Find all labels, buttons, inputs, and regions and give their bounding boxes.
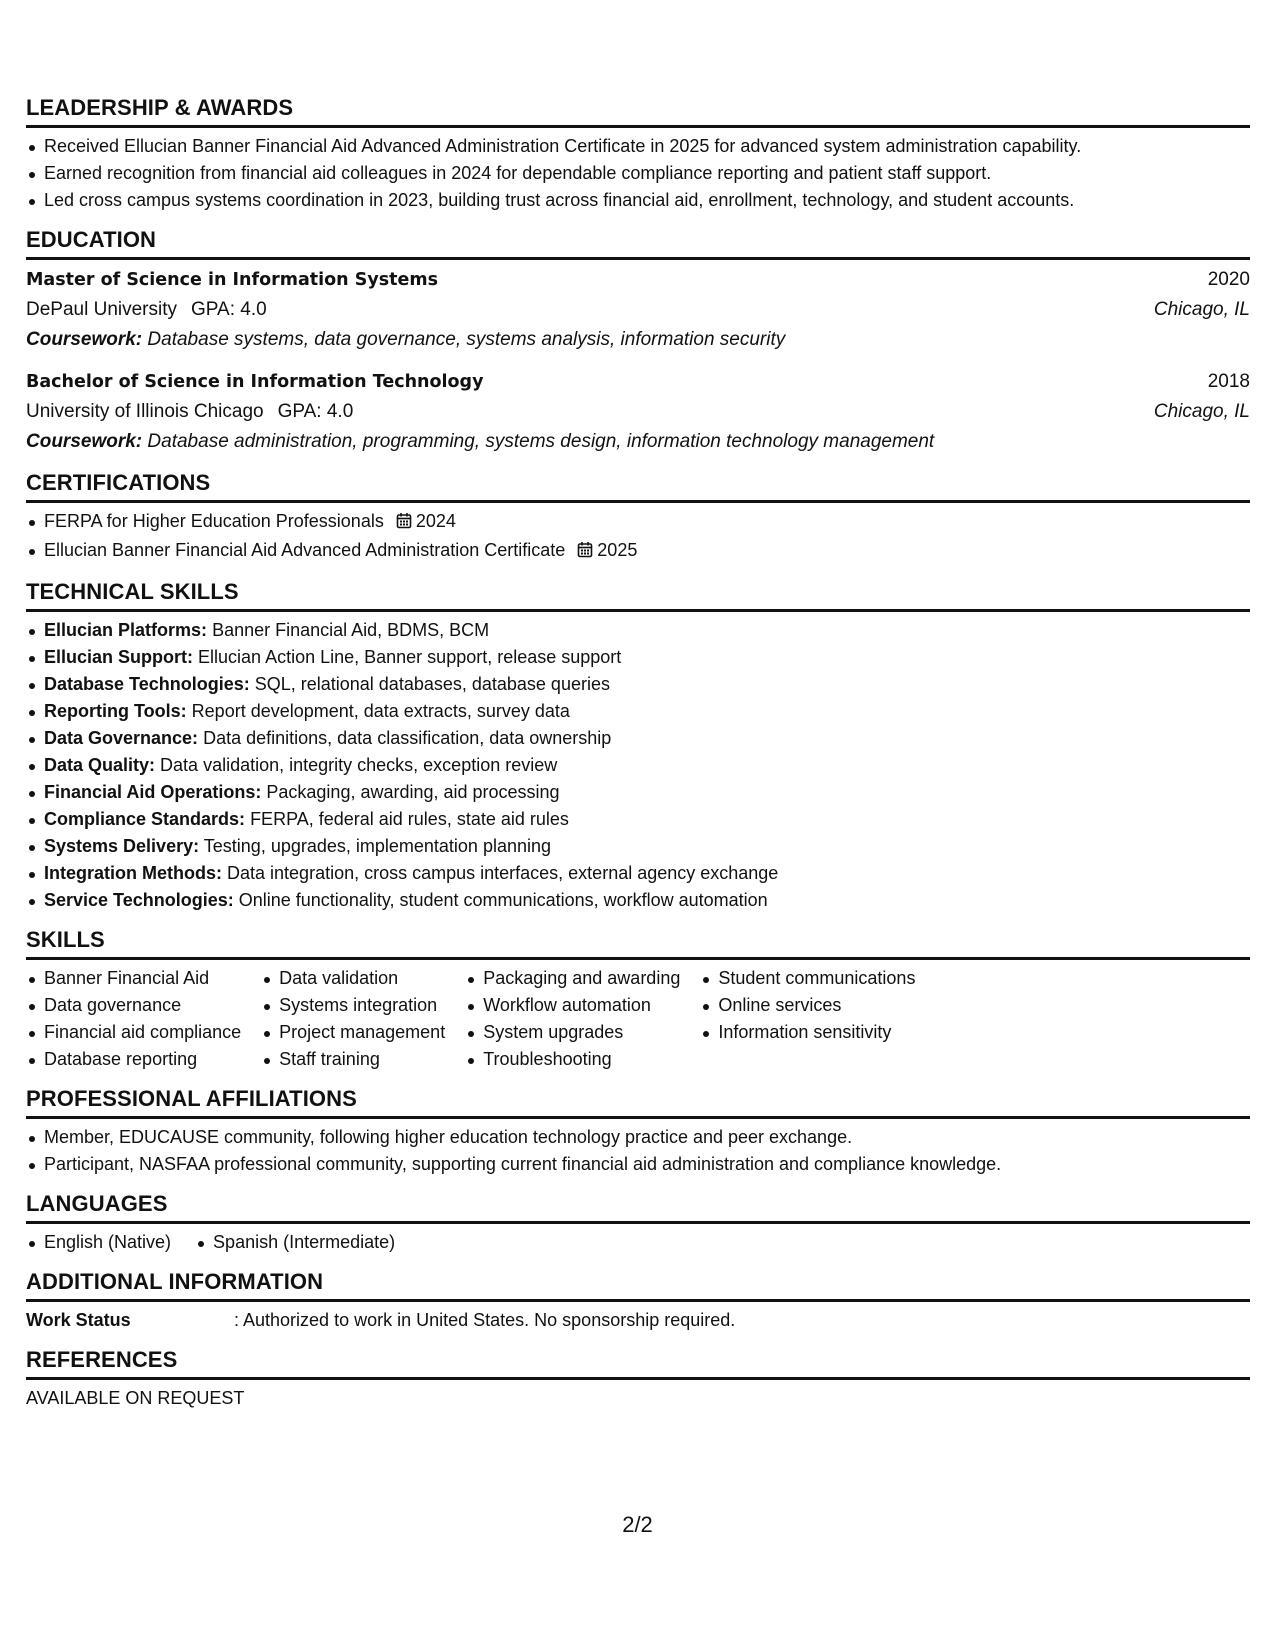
skill-category: Service Technologies: bbox=[44, 890, 234, 910]
education-entry bbox=[26, 265, 1250, 355]
coursework bbox=[26, 325, 1250, 355]
degree-title: Bachelor of Science in Information Technology bbox=[26, 372, 484, 392]
list-item: Data governance bbox=[26, 992, 261, 1019]
page-number: 2/2 bbox=[622, 1512, 653, 1537]
list-item: Packaging and awarding bbox=[465, 965, 700, 992]
list-item: Received Ellucian Banner Financial Aid Advanced Administration Certificate in 2025 for advanced system administration capability. bbox=[26, 133, 1250, 160]
list-item bbox=[26, 833, 1250, 860]
list-item: Database reporting bbox=[26, 1046, 261, 1073]
certifications-list bbox=[26, 508, 1250, 566]
skills-column bbox=[26, 965, 261, 1073]
list-item: System upgrades bbox=[465, 1019, 700, 1046]
gpa: GPA: 4.0 bbox=[277, 401, 354, 422]
languages-list bbox=[26, 1229, 419, 1256]
additional-info-section bbox=[26, 1270, 1250, 1334]
school-name: DePaul University bbox=[26, 299, 177, 320]
work-status-row bbox=[26, 1307, 1250, 1334]
school-location: Chicago, IL bbox=[1153, 299, 1250, 320]
skill-category: Ellucian Platforms: bbox=[44, 620, 208, 640]
list-item bbox=[26, 806, 1250, 833]
coursework-label: Coursework: bbox=[26, 431, 143, 452]
list-item: Troubleshooting bbox=[465, 1046, 700, 1073]
skill-values: Report development, data extracts, survey data bbox=[191, 701, 570, 721]
skill-values: Banner Financial Aid, BDMS, BCM bbox=[212, 620, 490, 640]
calendar-icon bbox=[577, 539, 593, 566]
list-item bbox=[26, 779, 1250, 806]
list-item: Online services bbox=[700, 992, 935, 1019]
skills-column bbox=[261, 965, 465, 1073]
list-item: Staff training bbox=[261, 1046, 465, 1073]
list-item: Student communications bbox=[700, 965, 935, 992]
school-name: University of Illinois Chicago bbox=[26, 401, 264, 422]
skill-category: Data Quality: bbox=[44, 755, 156, 775]
skills-section bbox=[26, 928, 1250, 1073]
certification-name: Ellucian Banner Financial Aid Advanced Administration Certificate bbox=[44, 540, 566, 560]
list-item: Financial aid compliance bbox=[26, 1019, 261, 1046]
skills-grid bbox=[26, 965, 1250, 1073]
list-item bbox=[26, 860, 1250, 887]
list-item: Data validation bbox=[261, 965, 465, 992]
section-heading: TECHNICAL SKILLS bbox=[26, 580, 1250, 612]
skill-values: SQL, relational databases, database queries bbox=[254, 674, 610, 694]
skill-category: Data Governance: bbox=[44, 728, 199, 748]
coursework-text: Database administration, programming, systems design, information technology management bbox=[147, 431, 935, 452]
skill-category: Reporting Tools: bbox=[44, 701, 187, 721]
list-item: Member, EDUCAUSE community, following higher education technology practice and peer exchange. bbox=[26, 1124, 1250, 1151]
references-section bbox=[26, 1348, 1250, 1412]
work-status-value: : Authorized to work in United States. No sponsorship required. bbox=[234, 1310, 736, 1330]
school-location: Chicago, IL bbox=[1153, 401, 1250, 422]
coursework-label: Coursework: bbox=[26, 329, 143, 350]
gpa: GPA: 4.0 bbox=[191, 299, 267, 320]
certification-name: FERPA for Higher Education Professionals bbox=[44, 511, 384, 531]
list-item bbox=[26, 671, 1250, 698]
list-item: Information sensitivity bbox=[700, 1019, 935, 1046]
list-item: Spanish (Intermediate) bbox=[195, 1229, 395, 1256]
list-item bbox=[26, 508, 1250, 537]
list-item bbox=[26, 887, 1250, 914]
skill-values: Ellucian Action Line, Banner support, release support bbox=[198, 647, 622, 667]
skill-values: Data integration, cross campus interfaces, external agency exchange bbox=[227, 863, 779, 883]
list-item: Led cross campus systems coordination in 2023, building trust across financial aid, enrollment, technology, and student accounts. bbox=[26, 187, 1250, 214]
technical-skills-list bbox=[26, 617, 1250, 914]
certification-year: 2025 bbox=[597, 540, 638, 560]
list-item: Systems integration bbox=[261, 992, 465, 1019]
list-item: Project management bbox=[261, 1019, 465, 1046]
section-heading: PROFESSIONAL AFFILIATIONS bbox=[26, 1087, 1250, 1119]
skills-column bbox=[465, 965, 700, 1073]
skill-values: FERPA, federal aid rules, state aid rules bbox=[250, 809, 569, 829]
list-item bbox=[26, 698, 1250, 725]
degree-title: Master of Science in Information Systems bbox=[26, 270, 439, 290]
education-section bbox=[26, 228, 1250, 457]
list-item bbox=[26, 644, 1250, 671]
skills-column bbox=[700, 965, 935, 1073]
list-item bbox=[26, 752, 1250, 779]
graduation-year: 2018 bbox=[1207, 371, 1250, 392]
list-item bbox=[26, 617, 1250, 644]
skill-category: Systems Delivery: bbox=[44, 836, 200, 856]
leadership-section bbox=[26, 96, 1250, 214]
technical-skills-section bbox=[26, 580, 1250, 914]
skill-category: Ellucian Support: bbox=[44, 647, 194, 667]
languages-section bbox=[26, 1192, 1250, 1256]
education-entry bbox=[26, 367, 1250, 457]
section-heading: REFERENCES bbox=[26, 1348, 1250, 1380]
resume-page bbox=[26, 96, 1250, 1426]
references-text: AVAILABLE ON REQUEST bbox=[26, 1388, 245, 1408]
list-item: Workflow automation bbox=[465, 992, 700, 1019]
section-heading: CERTIFICATIONS bbox=[26, 471, 1250, 503]
list-item: Earned recognition from financial aid colleagues in 2024 for dependable compliance reporting and patient staff support. bbox=[26, 160, 1250, 187]
section-heading: LANGUAGES bbox=[26, 1192, 1250, 1224]
skill-category: Integration Methods: bbox=[44, 863, 222, 883]
list-item: English (Native) bbox=[26, 1229, 171, 1256]
skill-values: Testing, upgrades, implementation planning bbox=[203, 836, 552, 856]
certification-year: 2024 bbox=[415, 511, 456, 531]
skill-values: Data definitions, data classification, data ownership bbox=[203, 728, 612, 748]
certifications-section bbox=[26, 471, 1250, 566]
affiliations-list bbox=[26, 1124, 1250, 1178]
skill-category: Compliance Standards: bbox=[44, 809, 246, 829]
skill-category: Database Technologies: bbox=[44, 674, 250, 694]
list-item bbox=[26, 725, 1250, 752]
coursework bbox=[26, 427, 1250, 457]
skill-values: Data validation, integrity checks, exception review bbox=[160, 755, 558, 775]
list-item: Banner Financial Aid bbox=[26, 965, 261, 992]
calendar-icon bbox=[396, 510, 412, 537]
leadership-list bbox=[26, 133, 1250, 214]
section-heading: SKILLS bbox=[26, 928, 1250, 960]
skill-values: Online functionality, student communications, workflow automation bbox=[238, 890, 768, 910]
section-heading: LEADERSHIP & AWARDS bbox=[26, 96, 1250, 128]
skill-values: Packaging, awarding, aid processing bbox=[266, 782, 560, 802]
skill-category: Financial Aid Operations: bbox=[44, 782, 262, 802]
list-item: Participant, NASFAA professional community, supporting current financial aid administration and compliance knowledge. bbox=[26, 1151, 1250, 1178]
graduation-year: 2020 bbox=[1207, 269, 1250, 290]
affiliations-section bbox=[26, 1087, 1250, 1178]
section-heading: ADDITIONAL INFORMATION bbox=[26, 1270, 1250, 1302]
list-item bbox=[26, 537, 1250, 566]
work-status-label: Work Status bbox=[26, 1310, 131, 1330]
coursework-text: Database systems, data governance, systems analysis, information security bbox=[147, 329, 786, 350]
section-heading: EDUCATION bbox=[26, 228, 1250, 260]
